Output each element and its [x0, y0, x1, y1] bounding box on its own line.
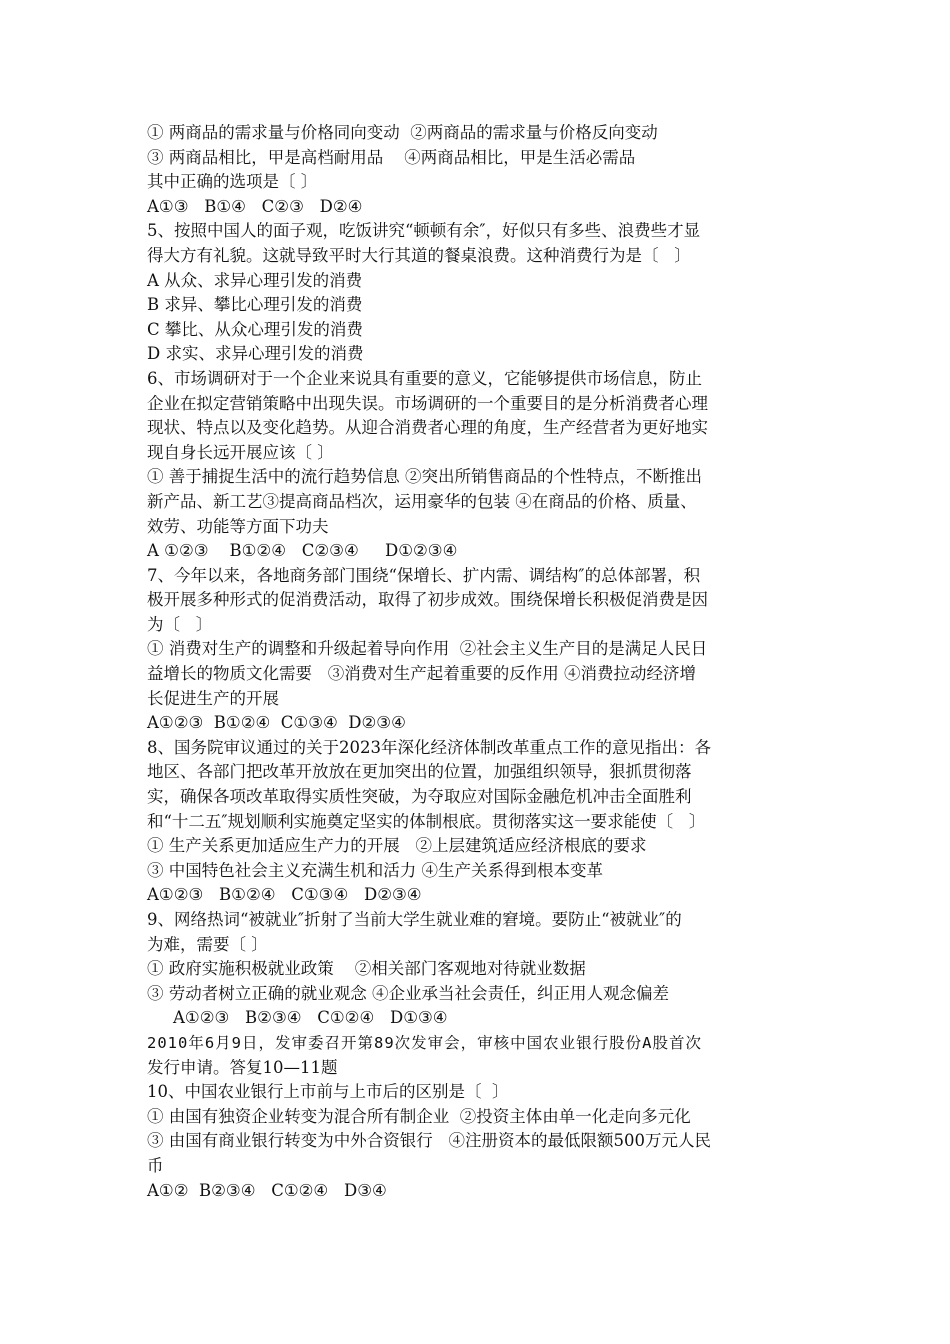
q5-stem-line-1: 5、按照中国人的面子观，吃饭讲究“顿顿有余″，好似只有多些、浪费些才显	[147, 221, 701, 241]
q7-options-line-3: 长促进生产的开展	[147, 688, 279, 708]
q9-stem-line-2: 为难，需要〔 〕	[147, 934, 268, 954]
q6-choices: A ①②③ B①②④ C②③④ D①②③④	[147, 541, 458, 561]
q10-option-3-4: ③ 由国有商业银行转变为中外合资银行 ④注册资本的最低限额500万元人民	[147, 1131, 711, 1151]
q7-stem-line-3: 为〔 〕	[147, 614, 213, 634]
q9-option-3-4: ③ 劳动者树立正确的就业观念 ④企业承当社会责任，纠正用人观念偏差	[147, 983, 669, 1003]
q8-stem-line-4: 和“十二五″规划顺利实施奠定坚实的体制根底。贯彻落实这一要求能使〔 〕	[147, 811, 706, 831]
q10-option-4-wrap: 币	[147, 1155, 164, 1175]
q10-option-1-2: ① 由国有独资企业转变为混合所有制企业 ②投资主体由单一化走向多元化	[147, 1106, 691, 1126]
q7-stem-line-2: 极开展多种形式的促消费活动，取得了初步成效。围绕保增长积极促消费是因	[147, 590, 708, 610]
q8-stem-line-1: 8、国务院审议通过的关于2023年深化经济体制改革重点工作的意见指出：各	[147, 737, 711, 757]
q6-stem-line-4: 现自身长远开展应该〔 〕	[147, 442, 334, 462]
q9-stem-line-1: 9、网络热词“被就业″折射了当前大学生就业难的窘境。要防止“被就业″的	[147, 910, 682, 929]
q5-choice-d: D 求实、求异心理引发的消费	[147, 344, 364, 364]
q10-choices: A①② B②③④ C①②④ D③④	[147, 1180, 387, 1200]
material-intro-line-1: 2010年6月9日，发审委召开第89次发审会，审核中国农业银行股份A股首次	[147, 1033, 702, 1052]
q9-option-1-2: ① 政府实施积极就业政策 ②相关部门客观地对待就业数据	[147, 959, 586, 979]
q7-options-line-1: ① 消费对生产的调整和升级起着导向作用 ②社会主义生产目的是满足人民日	[147, 639, 708, 659]
q9-choices: A①②③ B②③④ C①②④ D①③④	[173, 1008, 448, 1028]
material-intro-line-2: 发行申请。答复10—11题	[147, 1057, 338, 1077]
document-page	[147, 121, 807, 1203]
q5-stem-line-2: 得大方有礼貌。这就导致平时大行其道的餐桌浪费。这种消费行为是〔 〕	[147, 245, 691, 265]
q4-choices: A①③ B①④ C②③ D②④	[147, 196, 363, 216]
q10-stem: 10、中国农业银行上市前与上市后的区别是〔 〕	[147, 1082, 509, 1102]
q8-choices: A①②③ B①②④ C①③④ D②③④	[147, 885, 422, 905]
q8-option-1-2: ① 生产关系更加适应生产力的开展 ②上层建筑适应经济根底的要求	[147, 836, 647, 856]
q6-options-line-2: 新产品、新工艺③提高商品档次，运用豪华的包装 ④在商品的价格、质量、	[147, 491, 697, 511]
q6-options-line-3: 效劳、功能等方面下功夫	[147, 516, 329, 536]
q7-stem-line-1: 7、今年以来，各地商务部门围绕“保增长、扩内需、调结构″的总体部署，积	[147, 565, 701, 585]
q8-option-3-4: ③ 中国特色社会主义充满生机和活力 ④生产关系得到根本变革	[147, 860, 603, 880]
q7-choices: A①②③ B①②④ C①③④ D②③④	[147, 713, 406, 733]
q5-choice-c: C 攀比、从众心理引发的消费	[147, 319, 363, 339]
q4-option-3-4: ③ 两商品相比，甲是高档耐用品 ④两商品相比，甲是生活必需品	[147, 147, 636, 167]
q6-stem-line-2: 企业在拟定营销策略中出现失误。市场调研的一个重要目的是分析消费者心理	[147, 393, 708, 413]
q4-prompt: 其中正确的选项是〔 〕	[147, 172, 318, 192]
q8-stem-line-2: 地区、各部门把改革开放放在更加突出的位置，加强组织领导，狠抓贯彻落	[147, 762, 692, 782]
q6-options-line-1: ① 善于捕捉生活中的流行趋势信息 ②突出所销售商品的个性特点，不断推出	[147, 467, 702, 487]
q8-stem-line-3: 实，确保各项改革取得实质性突破，为夺取应对国际金融危机冲击全面胜利	[147, 787, 692, 807]
q5-choice-b: B 求异、攀比心理引发的消费	[147, 295, 363, 315]
q6-stem-line-3: 现状、特点以及变化趋势。从迎合消费者心理的角度，生产经营者为更好地实	[147, 418, 708, 438]
q4-option-1-2: ① 两商品的需求量与价格同向变动 ②两商品的需求量与价格反向变动	[147, 123, 658, 142]
q6-stem-line-1: 6、市场调研对于一个企业来说具有重要的意义，它能够提供市场信息，防止	[147, 368, 702, 388]
q7-options-line-2: 益增长的物质文化需要 ③消费对生产起着重要的反作用 ④消费拉动经济增	[147, 664, 696, 684]
q5-choice-a: A 从众、求异心理引发的消费	[147, 270, 363, 290]
